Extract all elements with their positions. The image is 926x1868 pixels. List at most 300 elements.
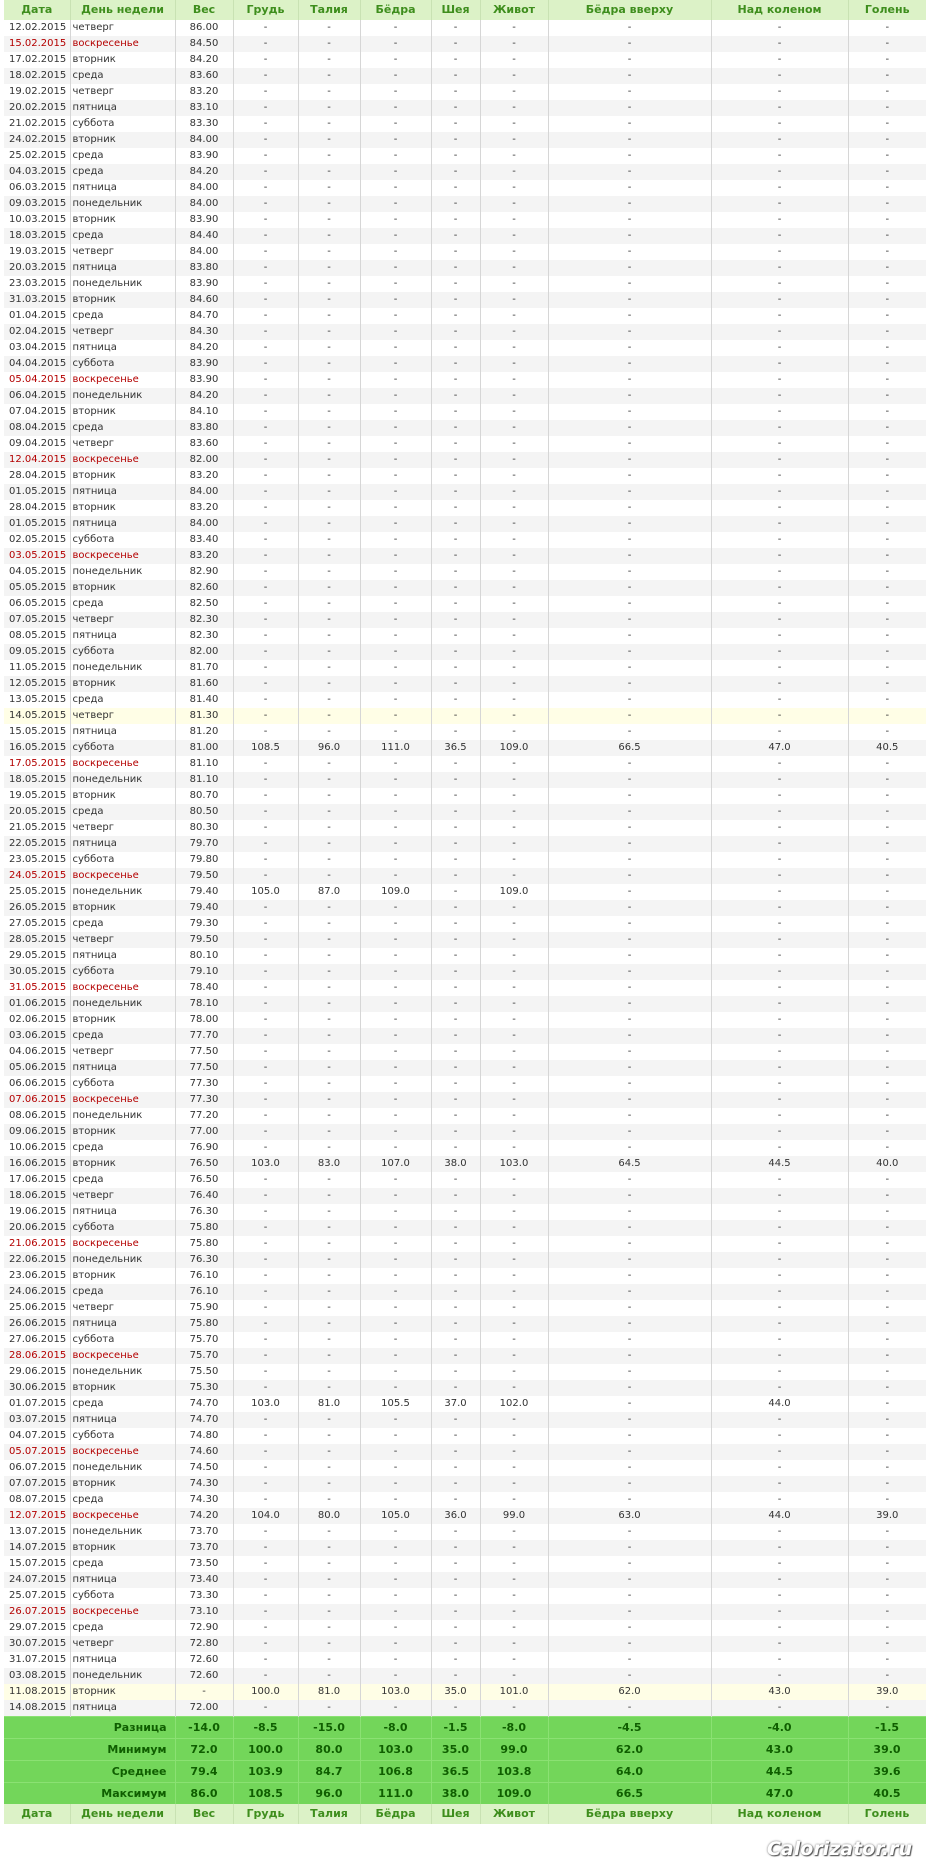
cell-above-knee: - [711,452,848,468]
cell-above-knee: - [711,1668,848,1684]
cell-above-knee: - [711,244,848,260]
cell-weight: 78.10 [175,996,233,1012]
cell-hips: 107.0 [360,1156,431,1172]
cell-date: 21.05.2015 [4,820,70,836]
cell-neck: - [431,500,480,516]
table-row [4,1620,926,1636]
cell-neck: - [431,1044,480,1060]
cell-waist: - [298,1556,360,1572]
cell-above-knee: - [711,980,848,996]
cell-chest: - [233,1412,298,1428]
cell-date: 07.06.2015 [4,1092,70,1108]
cell-belly: - [480,1172,548,1188]
cell-waist: - [298,1236,360,1252]
cell-shin: - [885,166,890,177]
cell-above-knee: - [711,516,848,532]
cell-neck: - [431,388,480,404]
cell-waist: - [298,1524,360,1540]
cell-above-knee: - [711,500,848,516]
cell-above-knee: - [711,1524,848,1540]
cell-weight: 73.30 [175,1588,233,1604]
cell-waist: - [298,260,360,276]
cell-weight: 73.70 [175,1540,233,1556]
cell-neck: - [431,356,480,372]
cell-waist: - [298,564,360,580]
cell-hips: - [360,164,431,180]
cell-weekday: пятница [70,724,175,740]
cell-hips: - [360,1444,431,1460]
cell-hips: - [360,1300,431,1316]
stats-value-belly: 103.8 [480,1761,548,1783]
cell-weight: 83.20 [175,500,233,516]
cell-belly: - [480,180,548,196]
cell-upper-hips: - [548,1316,711,1332]
table-row [4,324,926,340]
cell-chest: - [233,420,298,436]
cell-waist: - [298,1588,360,1604]
cell-shin: - [885,294,890,305]
cell-weekday: понедельник [70,1460,175,1476]
cell-chest: - [233,996,298,1012]
cell-belly: - [480,1220,548,1236]
cell-shin: - [885,1526,890,1537]
cell-weekday: суббота [70,1428,175,1444]
cell-weight: - [175,1684,233,1700]
cell-neck: - [431,484,480,500]
cell-waist: - [298,1124,360,1140]
cell-hips: - [360,1460,431,1476]
cell-chest: - [233,1140,298,1156]
cell-belly: - [480,932,548,948]
cell-upper-hips: - [548,1220,711,1236]
cell-hips: - [360,84,431,100]
cell-chest: - [233,836,298,852]
cell-date: 24.07.2015 [4,1572,70,1588]
cell-above-knee: - [711,228,848,244]
cell-weekday: среда [70,148,175,164]
table-body [4,20,926,1717]
cell-waist: - [298,52,360,68]
cell-date: 04.05.2015 [4,564,70,580]
cell-above-knee: - [711,612,848,628]
cell-chest: - [233,1524,298,1540]
stats-value-chest: 100.0 [233,1739,298,1761]
cell-upper-hips: - [548,580,711,596]
cell-weight: 72.00 [175,1700,233,1717]
cell-weekday: пятница [70,100,175,116]
table-row [4,1028,926,1044]
cell-date: 23.06.2015 [4,1268,70,1284]
cell-belly: - [480,756,548,772]
cell-above-knee: - [711,1604,848,1620]
cell-hips: - [360,1108,431,1124]
cell-weight: 82.00 [175,644,233,660]
measurements-table [4,0,926,1824]
cell-hips: - [360,1316,431,1332]
cell-hips: - [360,964,431,980]
cell-belly: 102.0 [480,1396,548,1412]
cell-waist: - [298,996,360,1012]
cell-belly: - [480,404,548,420]
stats-value-upper-hips: 64.0 [548,1761,711,1783]
cell-hips: - [360,1380,431,1396]
cell-hips: - [360,1076,431,1092]
table-row [4,1252,926,1268]
cell-neck: - [431,1060,480,1076]
cell-weekday: пятница [70,1700,175,1717]
cell-above-knee: - [711,84,848,100]
cell-shin: - [885,502,890,513]
cell-shin: - [885,1590,890,1601]
cell-shin: - [885,966,890,977]
cell-chest: - [233,516,298,532]
cell-chest: - [233,1620,298,1636]
cell-waist: - [298,612,360,628]
stats-value-belly: 99.0 [480,1739,548,1761]
table-row [4,692,926,708]
cell-neck: - [431,516,480,532]
stats-label: Минимум [4,1739,175,1761]
cell-belly: - [480,484,548,500]
cell-hips: - [360,756,431,772]
cell-shin: - [885,1174,890,1185]
footer-column-header-hips: Бёдра [360,1804,431,1824]
cell-above-knee: - [711,308,848,324]
cell-chest: - [233,580,298,596]
cell-neck: - [431,1332,480,1348]
table-row [4,1668,926,1684]
cell-waist: - [298,500,360,516]
cell-chest: - [233,1428,298,1444]
cell-waist: 81.0 [298,1684,360,1700]
cell-belly: - [480,532,548,548]
cell-date: 17.05.2015 [4,756,70,772]
cell-weekday: суббота [70,356,175,372]
footer-column-header-waist: Талия [298,1804,360,1824]
cell-waist: - [298,1540,360,1556]
cell-hips: - [360,532,431,548]
cell-above-knee: - [711,1412,848,1428]
cell-chest: - [233,1076,298,1092]
cell-waist: - [298,100,360,116]
cell-hips: - [360,436,431,452]
cell-weekday: воскресенье [70,868,175,884]
table-row [4,1364,926,1380]
cell-shin: - [885,1366,890,1377]
cell-upper-hips: - [548,276,711,292]
cell-shin: - [885,614,890,625]
stats-value-above-knee: 47.0 [711,1783,848,1805]
cell-above-knee: - [711,628,848,644]
cell-above-knee: - [711,180,848,196]
cell-upper-hips: - [548,1284,711,1300]
cell-weekday: суббота [70,532,175,548]
column-header-belly: Живот [480,0,548,20]
cell-hips: - [360,948,431,964]
cell-weight: 81.20 [175,724,233,740]
cell-neck: - [431,1204,480,1220]
cell-neck: - [431,164,480,180]
cell-date: 20.03.2015 [4,260,70,276]
cell-upper-hips: - [548,1268,711,1284]
column-header-chest: Грудь [233,0,298,20]
cell-hips: - [360,1236,431,1252]
cell-waist: - [298,548,360,564]
cell-weekday: суббота [70,1588,175,1604]
cell-upper-hips: - [548,532,711,548]
cell-above-knee: - [711,708,848,724]
table-row [4,1156,926,1172]
cell-neck: - [431,68,480,84]
cell-above-knee: - [711,596,848,612]
table-row [4,708,926,724]
cell-upper-hips: - [548,1604,711,1620]
cell-chest: - [233,132,298,148]
cell-upper-hips: 63.0 [548,1508,711,1524]
cell-neck: - [431,916,480,932]
cell-belly: - [480,52,548,68]
cell-waist: - [298,1332,360,1348]
cell-neck: - [431,1284,480,1300]
cell-upper-hips: - [548,484,711,500]
cell-belly: - [480,548,548,564]
column-header-weekday: День недели [70,0,175,20]
cell-weekday: среда [70,1284,175,1300]
cell-waist: 80.0 [298,1508,360,1524]
cell-above-knee: - [711,324,848,340]
cell-date: 07.05.2015 [4,612,70,628]
cell-chest: - [233,804,298,820]
cell-weight: 74.30 [175,1476,233,1492]
cell-upper-hips: - [548,1444,711,1460]
table-row [4,1108,926,1124]
cell-weekday: понедельник [70,1252,175,1268]
cell-weekday: четверг [70,708,175,724]
cell-weight: 83.60 [175,436,233,452]
stats-value-waist: 84.7 [298,1761,360,1783]
cell-shin: - [885,1222,890,1233]
table-row [4,436,926,452]
cell-neck: - [431,1028,480,1044]
cell-neck: - [431,564,480,580]
cell-weekday: суббота [70,1220,175,1236]
stats-value-neck: 36.5 [431,1761,480,1783]
stats-value-hips: 106.8 [360,1761,431,1783]
cell-shin: - [885,1206,890,1217]
cell-date: 03.04.2015 [4,340,70,356]
stats-value-chest: 108.5 [233,1783,298,1805]
cell-chest: - [233,324,298,340]
table-header [4,0,926,20]
cell-waist: - [298,1252,360,1268]
cell-neck: - [431,52,480,68]
cell-weight: 83.40 [175,532,233,548]
cell-weight: 77.20 [175,1108,233,1124]
table-row [4,724,926,740]
table-row [4,1284,926,1300]
cell-belly: - [480,436,548,452]
cell-above-knee: - [711,644,848,660]
cell-shin: 40.0 [876,1158,899,1169]
cell-shin: - [885,934,890,945]
cell-above-knee: - [711,36,848,52]
cell-chest: 103.0 [233,1156,298,1172]
cell-upper-hips: - [548,324,711,340]
cell-neck: - [431,1492,480,1508]
cell-hips: - [360,852,431,868]
cell-date: 06.07.2015 [4,1460,70,1476]
cell-shin: - [885,1494,890,1505]
stats-value-shin: 39.0 [848,1739,926,1761]
cell-weight: 81.00 [175,740,233,756]
cell-weight: 84.10 [175,404,233,420]
table-row [4,804,926,820]
stats-value-waist: 96.0 [298,1783,360,1805]
column-header-date: Дата [4,0,70,20]
cell-date: 15.02.2015 [4,36,70,52]
table-row [4,1220,926,1236]
cell-waist: - [298,84,360,100]
cell-above-knee: - [711,1140,848,1156]
table-row [4,1316,926,1332]
table-row [4,132,926,148]
cell-belly: - [480,1284,548,1300]
cell-belly: - [480,1428,548,1444]
cell-belly: 109.0 [480,740,548,756]
cell-weight: 72.60 [175,1668,233,1684]
cell-waist: - [298,516,360,532]
cell-above-knee: - [711,1636,848,1652]
cell-chest: - [233,1604,298,1620]
stats-value-upper-hips: 66.5 [548,1783,711,1805]
cell-weekday: четверг [70,932,175,948]
table-row [4,1204,926,1220]
cell-weight: 80.10 [175,948,233,964]
cell-chest: - [233,1300,298,1316]
cell-hips: - [360,996,431,1012]
cell-neck: - [431,996,480,1012]
cell-weekday: вторник [70,1540,175,1556]
cell-upper-hips: - [548,260,711,276]
cell-upper-hips: - [548,644,711,660]
cell-above-knee: - [711,756,848,772]
cell-weight: 73.50 [175,1556,233,1572]
cell-waist: - [298,980,360,996]
cell-weight: 79.10 [175,964,233,980]
cell-weekday: воскресенье [70,1236,175,1252]
cell-above-knee: - [711,948,848,964]
cell-weekday: суббота [70,1332,175,1348]
cell-hips: - [360,1060,431,1076]
cell-upper-hips: - [548,356,711,372]
cell-waist: - [298,820,360,836]
cell-above-knee: - [711,1332,848,1348]
cell-chest: - [233,1220,298,1236]
cell-upper-hips: - [548,1396,711,1412]
cell-waist: - [298,1012,360,1028]
cell-weekday: воскресенье [70,1092,175,1108]
cell-date: 26.05.2015 [4,900,70,916]
cell-hips: - [360,1476,431,1492]
cell-chest: - [233,1092,298,1108]
cell-neck: - [431,1460,480,1476]
cell-neck: - [431,84,480,100]
cell-above-knee: - [711,276,848,292]
cell-shin: - [885,326,890,337]
cell-chest: 108.5 [233,740,298,756]
cell-shin: - [885,582,890,593]
cell-above-knee: - [711,1348,848,1364]
cell-above-knee: - [711,1252,848,1268]
cell-upper-hips: - [548,148,711,164]
table-row [4,212,926,228]
cell-shin: 40.5 [876,742,899,753]
cell-above-knee: - [711,1268,848,1284]
cell-hips: - [360,68,431,84]
cell-upper-hips: - [548,708,711,724]
cell-upper-hips: - [548,884,711,900]
cell-neck: - [431,1652,480,1668]
cell-belly: - [480,212,548,228]
stats-label: Максимум [4,1783,175,1805]
cell-shin: - [885,182,890,193]
cell-shin: - [885,1446,890,1457]
cell-upper-hips: - [548,1572,711,1588]
cell-weekday: вторник [70,580,175,596]
cell-above-knee: - [711,404,848,420]
cell-neck: - [431,1140,480,1156]
cell-neck: - [431,404,480,420]
cell-weight: 83.80 [175,420,233,436]
table-row [4,852,926,868]
cell-chest: - [233,708,298,724]
cell-date: 15.07.2015 [4,1556,70,1572]
cell-upper-hips: 64.5 [548,1156,711,1172]
cell-shin: - [885,390,890,401]
cell-shin: - [885,1702,890,1713]
cell-chest: 103.0 [233,1396,298,1412]
cell-belly: - [480,820,548,836]
cell-weekday: среда [70,1172,175,1188]
cell-belly: 103.0 [480,1156,548,1172]
cell-neck: - [431,836,480,852]
cell-weight: 76.50 [175,1172,233,1188]
cell-above-knee: - [711,724,848,740]
stats-value-waist: -15.0 [298,1717,360,1739]
cell-chest: - [233,868,298,884]
cell-chest: - [233,52,298,68]
cell-weekday: суббота [70,740,175,756]
cell-date: 14.08.2015 [4,1700,70,1717]
cell-hips: - [360,772,431,788]
cell-weekday: пятница [70,1316,175,1332]
cell-waist: - [298,756,360,772]
table-row [4,996,926,1012]
cell-upper-hips: - [548,1636,711,1652]
table-row [4,884,926,900]
cell-above-knee: - [711,788,848,804]
cell-weekday: вторник [70,1268,175,1284]
cell-neck: - [431,708,480,724]
cell-weight: 81.60 [175,676,233,692]
cell-hips: - [360,148,431,164]
cell-chest: - [233,68,298,84]
cell-chest: - [233,676,298,692]
cell-weekday: пятница [70,180,175,196]
cell-weight: 74.80 [175,1428,233,1444]
cell-hips: - [360,404,431,420]
cell-belly: - [480,292,548,308]
